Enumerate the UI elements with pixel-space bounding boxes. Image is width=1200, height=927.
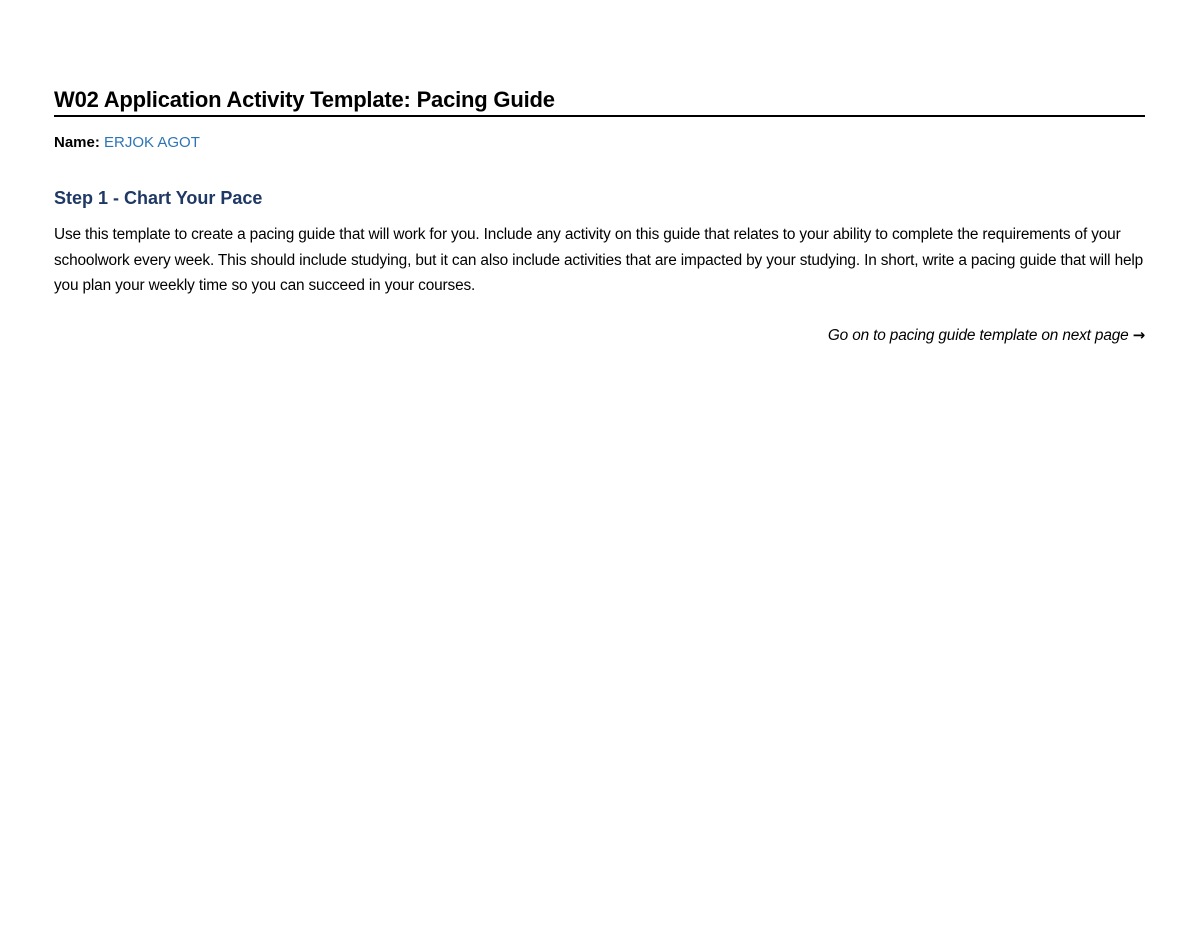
next-page-note <box>828 324 1145 347</box>
name-label: Name: <box>54 134 100 151</box>
step-instructions: Use this template to create a pacing guide that will work for you. Include any activity on this guide that relates to your ability to complete the requirements of your schoolwork every week. This should include studying, but it can also include activities that are impacted by your studying. In short, write a pacing guide that will help you plan your weekly time so you can succeed in your courses. <box>54 226 1144 294</box>
arrow-right-icon: → <box>1132 326 1145 344</box>
next-page-text: Go on to pacing guide template on next page <box>827 327 1129 344</box>
step-heading: Step 1 - Chart Your Pace <box>54 188 263 208</box>
name-value: ERJOK AGOT <box>104 134 200 151</box>
name-line <box>54 133 200 153</box>
document-title: W02 Application Activity Template: Pacing Guide <box>54 86 1145 117</box>
